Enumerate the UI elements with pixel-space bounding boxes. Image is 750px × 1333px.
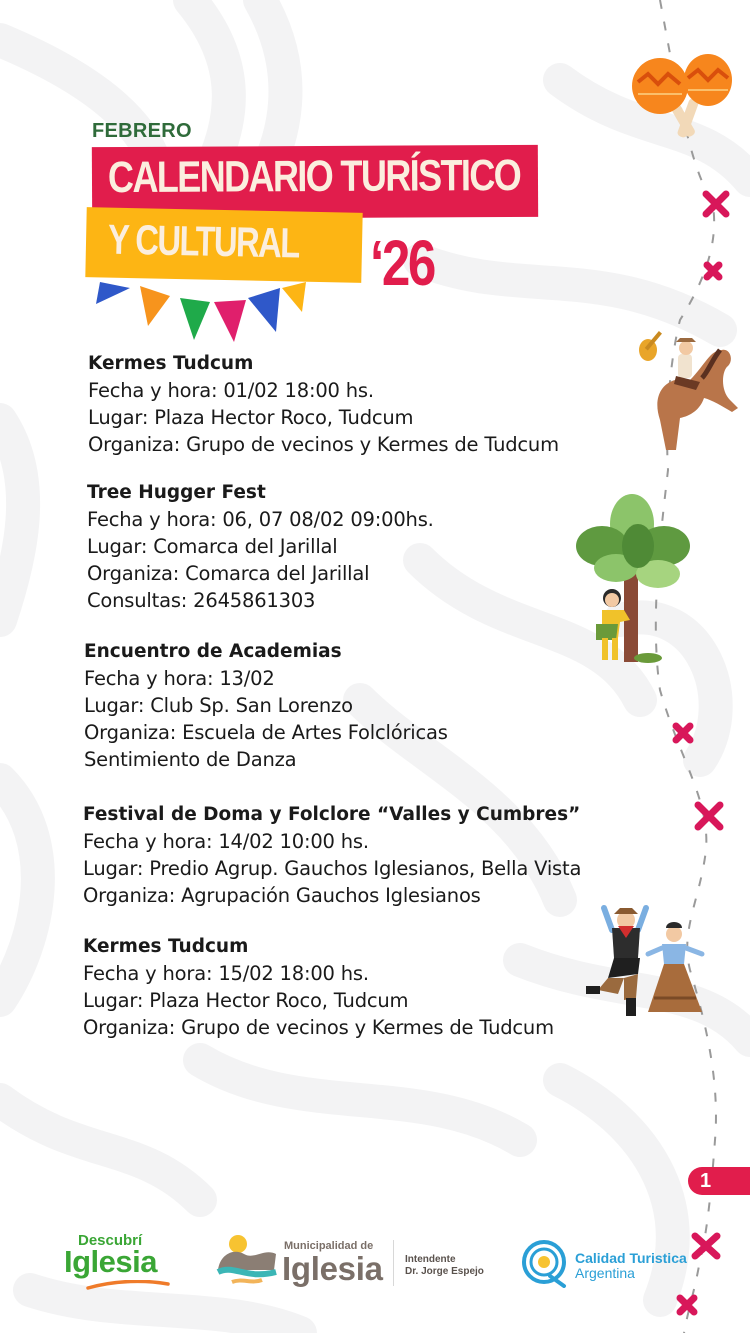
event-place: Lugar: Plaza Hector Roco, Tudcum [88,406,414,429]
event-item [84,638,448,773]
descubri-logo-small-text: Descubrí [78,1232,143,1249]
page-number-badge: 1 [688,1167,750,1195]
event-title: Tree Hugger Fest [87,482,266,503]
maracas-icon [628,50,738,145]
bunting-icon [96,276,306,346]
month-label: FEBRERO [92,120,192,142]
event-organizer: Organiza: Grupo de vecinos y Kermes de Tudcum [88,433,559,456]
event-organizer: Organiza: Escuela de Artes Folclóricas [84,721,448,744]
event-organizer: Organiza: Grupo de vecinos y Kermes de Tudcum [83,1016,554,1039]
intendente-name: Dr. Jorge Espejo [405,1266,484,1277]
descubri-logo-big-text: Iglesia [64,1244,157,1279]
event-datetime: Fecha y hora: 01/02 18:00 hs. [88,379,374,402]
event-datetime: Fecha y hora: 15/02 18:00 hs. [83,962,369,985]
event-place: Lugar: Club Sp. San Lorenzo [84,694,353,717]
municipalidad-logo-small-text: Municipalidad de [284,1240,374,1252]
municipalidad-logo-big-text: Iglesia [282,1250,383,1287]
municipalidad-logo-icon [216,1234,278,1286]
event-datetime: Fecha y hora: 14/02 10:00 hs. [83,830,369,853]
event-datetime: Fecha y hora: 06, 07 08/02 09:00hs. [87,508,434,531]
event-item [87,479,434,614]
year-label: ‘26 [370,227,434,299]
event-title: Kermes Tudcum [88,353,254,374]
event-place: Lugar: Comarca del Jarillal [87,535,338,558]
event-organizer: Organiza: Comarca del Jarillal [87,562,370,585]
title-banner-yellow [85,207,362,283]
footer-divider [393,1240,394,1286]
event-contact: Consultas: 2645861303 [87,589,316,612]
event-organizer: Organiza: Agrupación Gauchos Iglesianos [83,884,481,907]
title-line-1: CALENDARIO TURÍSTICO [107,150,521,203]
event-title: Festival de Doma y Folclore “Valles y Cumbres” [83,804,581,825]
calidad-turistica-title: Calidad Turistica [575,1250,687,1266]
folk-dancers-icon [578,898,713,1023]
tree-hugger-icon [572,488,694,666]
event-place: Lugar: Predio Agrup. Gauchos Iglesianos, Bella Vista [83,857,582,880]
event-datetime: Fecha y hora: 13/02 [84,667,275,690]
event-place: Lugar: Plaza Hector Roco, Tudcum [83,989,409,1012]
event-item [83,801,581,909]
event-organizer-cont: Sentimiento de Danza [84,748,297,771]
event-item [88,350,559,458]
event-title: Kermes Tudcum [83,936,249,957]
guitar-horse-rider-icon [630,320,745,455]
intendente-label: Intendente [405,1254,456,1265]
event-title: Encuentro de Academias [84,641,342,662]
calidad-turistica-logo-icon [520,1238,570,1288]
calidad-turistica-subtitle: Argentina [575,1265,635,1281]
title-line-2: Y CULTURAL [107,215,300,267]
event-item [83,933,554,1041]
descubri-swoosh-icon [86,1280,170,1290]
